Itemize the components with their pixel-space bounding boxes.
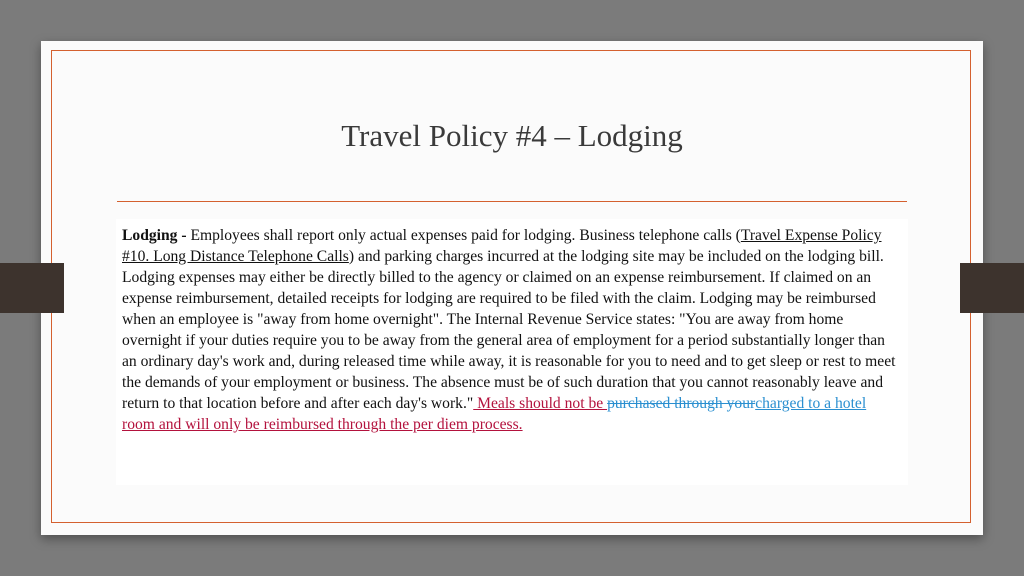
revision-deleted-text: purchased through your <box>607 395 756 412</box>
slide <box>41 41 983 535</box>
policy-10-link[interactable]: Travel Expense Policy #10. Long Distance Telephone Calls <box>122 227 882 265</box>
left-side-tab <box>0 263 64 313</box>
revision-inserted-text-2: room and will only be reimbursed through the per diem process. <box>122 416 523 433</box>
policy-text-image <box>116 219 908 485</box>
revision-inserted-text-1: Meals should not be <box>473 395 608 412</box>
policy-heading: Lodging - <box>122 227 187 244</box>
policy-text-part-2: ) and parking charges incurred at the lodging site may be included on the lodging bill. Lodging expenses may either be directly billed to the agency or claimed on an expense reimbursement. If claimed on an expense reimbursement, detailed receipts for lodging are required to be filed with the claim. Lodging may be reimbursed when an employee is "away from home overnight". The Internal Revenue Service states: "You are away from home overnight if your duties require you to be away from the general area of employment for a period substantially longer than an ordinary day's work and, during released time while away, it is reasonable for you to need and to get sleep or rest to meet the demands of your employment or business. The absence must be of such duration that you cannot reasonably leave and return to that location before and after each day's work." <box>122 248 896 412</box>
right-side-tab <box>960 263 1024 313</box>
title-divider <box>117 201 907 202</box>
slide-title: Travel Policy #4 – Lodging <box>341 118 683 153</box>
policy-text-part-1: Employees shall report only actual expenses paid for lodging. Business telephone calls ( <box>186 227 741 244</box>
revision-inserted-blue-text: charged to a hotel <box>755 395 867 412</box>
